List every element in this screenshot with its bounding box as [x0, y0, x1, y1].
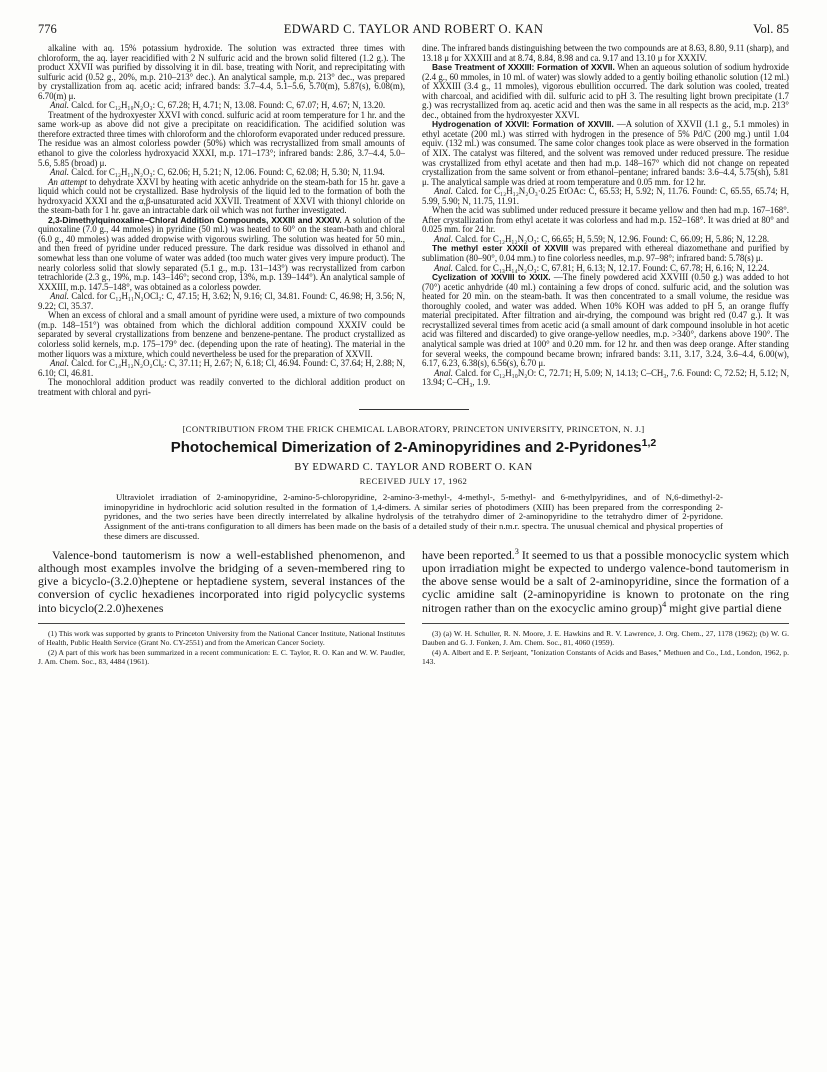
paragraph-text: Calcd. for C₁₂H₁₁N₂OCl₃: C, 47.15; H, 3.62; N, 9.16; Cl, 34.81. Found: C, 46.98; H, 3.56; N, 9.22; Cl, 35.37. — [38, 291, 405, 311]
experimental-paragraph — [422, 244, 789, 263]
contribution-line: [CONTRIBUTION FROM THE FRICK CHEMICAL LABORATORY, PRINCETON UNIVERSITY, PRINCETON, N. J.] — [182, 424, 645, 435]
abstract: Ultraviolet irradiation of 2-aminopyridine, 2-amino-5-chloropyridine, 2-amino-3-methyl-, 4-methyl-, 5-methyl- and 6-methylpyridines, and of N,6-dimethyl-2-iminopyridine in hydrochloric acid solution resulted in the formation of 1,4-dimers. A similar series of photodimers (XIII) has been prepared from the corresponding 2-pyridones, and the two series have been directly interrelated by alkaline hydrolysis of the tetrahydro dimer of 2-aminopyridine to the tetrahydro dimer of 2-pyridone. Assignment of the anti-trans configuration to all dimers has been made on the basis of a detailed study of their n.m.r. spectra. The unusual chemical and physical properties of these dimers are discussed. — [104, 492, 723, 541]
paragraph-heading: Base Treatment of XXXIII: Formation of XXVII. — [432, 62, 615, 73]
experimental-paragraph — [38, 359, 405, 378]
paragraph-text: —A solution of XXVII (1.1 g., 5.1 mmoles) in ethyl acetate (200 ml.) was stirred with hydrogen in the presence of 5% Pd/C (200 mg.) until 1.04 equiv. (132 ml.) was consumed. The same color changes took place as were observed in the formation of XIX. The catalyst was filtered, and the solvent was removed under reduced pressure. The residue was crystallized from ethyl acetate and then had m.p. 148–167° which did not change on repeated crystallization from the same solvent or from ethanol–pentane; infrared bands: 3.6–4.4, 5.75(sh), 5.81 μ. The analytical sample was dried at room temperature and 0.05 mm. for 12 hr. — [422, 119, 789, 187]
paragraph-text: dine. The infrared bands distinguishing between the two compounds are at 8.63, 8.80, 9.11 (sharp), and 13.18 μ for XXXIII and at 8.74, 8.84, 8.98 and ca. 9.17 and 13.10 μ for XXXIV. — [422, 43, 789, 63]
footnote: (4) A. Albert and E. P. Serjeant, "Ionization Constants of Acids and Bases," Methuen and Co., Ltd., London, 1962, p. 143. — [422, 647, 789, 667]
experimental-paragraph — [422, 273, 789, 368]
paragraph-text: Calcd. for C₁₂H₁₂N₂O₃: C, 66.65; H, 5.59; N, 12.96. Found: C, 66.09; H, 5.86; N, 12.28. — [455, 233, 770, 244]
introduction-right-column — [422, 549, 789, 667]
experimental-paragraph — [422, 369, 789, 388]
paragraph-lead: Anal. — [50, 167, 69, 178]
experimental-paragraph — [422, 206, 789, 235]
experimental-paragraph — [38, 292, 405, 311]
paragraph-lead: An attempt — [48, 176, 87, 187]
footnote-rule — [38, 623, 405, 624]
introduction-paragraph-continued — [422, 549, 789, 614]
section-divider — [359, 409, 469, 410]
experimental-paragraph — [38, 216, 405, 292]
paragraph-text: When an excess of chloral and a small amount of pyridine were used, a mixture of two compounds (m.p. 148–151°) was obtained from which the dichloral addition compound XXXIV could be separated by several crystallizations from benzene and benzene-pentane. The product crystallized as colorless solid kernels, m.p. 175–179° dec. (depending upon the rate of heating). The material in the mother liquors was a mixture, which could nevertheless be used for the preparation of XXVII. — [38, 310, 405, 359]
experimental-left-column — [38, 44, 405, 397]
experimental-paragraph — [38, 178, 405, 216]
paragraph-heading: Hydrogenation of XXVII: Formation of XXVIII. — [432, 119, 614, 130]
paragraph-lead: Anal. — [50, 291, 69, 302]
paragraph-text: When the acid was sublimed under reduced pressure it became yellow and then had m.p. 167–168°. After crystallization from ethyl acetate it was colorless and had m.p. 152–168°. It was dried at 80° and 0.025 mm. for 24 hr. — [422, 205, 789, 235]
paragraph-text: alkaline with aq. 15% potassium hydroxide. The solution was extracted three times with chloroform, the aq. layer reacidified with 2 N sulfuric acid and the brown solid filtered (1.2 g.). The product XXVII was purified by dissolving it in dil. base, treating with Norit, and reprecipitating with sulfuric acid (0.52 g., 20%, m.p. 210–213° dec.). An analytical sample, m.p. 213° dec., was prepared by crystallization from aq. acetic acid; infrared bands: 3.7–4.4, 5.1–5.6, 5.70(m), 5.87(s), 6.08(m), 6.70(m) μ. — [38, 43, 405, 101]
footnotes-right — [422, 629, 789, 667]
paragraph-lead: Anal. — [434, 233, 453, 244]
introduction-left-column — [38, 549, 405, 667]
footnote-rule — [422, 623, 789, 624]
experimental-paragraph — [422, 44, 789, 63]
paragraph-lead: Anal. — [50, 100, 69, 111]
experimental-paragraph — [38, 44, 405, 101]
experimental-paragraph — [422, 120, 789, 187]
experimental-paragraph — [422, 187, 789, 206]
paragraph-text: —The finely powdered acid XXVIII (0.50 g.) was added to hot (70°) acetic anhydride (40 ml.) containing a few drops of concd. sulfuric acid, and the solution was heated for 20 min. on the steam-bath. It was then concentrated to a small volume, the residue was thoroughly cooled, and water was added. When 10% KOH was added to pH 5, an orange fluffy material precipitated. After filtration and air-drying, the compound was bright red (0.47 g.). It was recrystallized several times from acetic acid (a small amount of dark compound insoluble in hot acetic acid was filtered and discarded) to give orange-yellow needles, m.p. >340°, darkens above 190°. The analytical sample was dried at 100° and 0.20 mm. for 12 hr. and then was deep orange. After standing for several weeks, the compound became brown; infrared bands: 3.11, 3.17, 3.24, 3.6–4.4, 6.00(w), 6.17, 6.23, 6.38(s), 6.56(s), 6.70 μ. — [422, 272, 790, 369]
paragraph-text: The monochloral addition product was readily converted to the dichloral addition product on treatment with chloral and pyri- — [38, 377, 405, 397]
intro-text-b: It seemed to us that a possible monocyclic system which upon irradiation might be expected to undergo valence-bond tautomerism in the above sense would be a salt of 2-aminopyridine, since the formation of a cyclic amidine salt (2-aminopyridine is known to protonate on the ring nitrogen rather than on the exocyclic amino group) — [422, 548, 790, 615]
introduction-section — [38, 549, 789, 667]
paragraph-text: Calcd. for C₁₂H₁₀N₂O: C, 72.71; H, 5.09; N, 14.13; C–CH₃, 7.6. Found: C, 72.52; H, 5.12; N, 13.94; C–CH₃, 1.9. — [422, 367, 790, 388]
paragraph-text: A solution of the quinoxaline (7.0 g., 44 mmoles) in pyridine (50 ml.) was heated to 60° on the steam-bath and chloral (6.0 g., 40 mmoles) was added dropwise with vigorous swirling. The solution was heated for 50 min., and then freed of pyridine under reduced pressure. The dark residue was dissolved in ethanol and somewhat less than one volume of water was added (too much water gives very impure product). The nearly colorless solid that slowly separated (5.1 g., m.p. 131–143°) was recrystallized from carbon tetrachloride (2.3 g., 19%, m.p. 143–146°; second crop, 13%, m.p. 139–144°). An analytical sample of XXXIII, m.p. 147.5–148°, was obtained as a colorless powder. — [38, 214, 405, 292]
experimental-right-column — [422, 44, 789, 397]
paragraph-text: Calcd. for C₁₂H₁₂N₂O₃·0.25 EtOAc: C, 65.53; H, 5.92; N, 11.76. Found: C, 65.55, 65.74; H, 5.99, 5.90; N, 11.75, 11.91. — [422, 186, 789, 206]
paragraph-heading: 2,3-Dimethylquinoxaline–Chloral Addition Compounds, XXXIII and XXXIV. — [48, 214, 342, 225]
paragraph-lead: Anal. — [434, 262, 453, 273]
ref-marker-4: 4 — [662, 599, 667, 609]
introduction-paragraph: Valence-bond tautomerism is now a well-established phenomenon, and although most examples involve the bridging of a seven-membered ring to give a bicyclo-(3.2.0)heptene or heptadiene system, several instances of the conversion of cyclic hexadienes incorporated into rigid polycyclic systems into bicyclo(2.2.0)hexenes — [38, 548, 405, 615]
paragraph-heading: The methyl ester XXXII of XXVIII — [432, 243, 569, 254]
page-number: 776 — [38, 22, 57, 36]
experimental-paragraph — [422, 63, 789, 120]
title-footnote-marker: 1,2 — [641, 437, 657, 450]
article-title — [38, 439, 789, 456]
running-title: EDWARD C. TAYLOR AND ROBERT O. KAN — [283, 22, 544, 36]
paragraph-lead: Anal. — [434, 186, 453, 197]
received-date: RECEIVED JULY 17, 1962 — [359, 476, 468, 487]
paragraph-text: Calcd. for C₁₂H₁₀N₂O₃: C, 67.28; H, 4.71; N, 13.08. Found: C, 67.07; H, 4.67; N, 13.20. — [71, 100, 386, 111]
paragraph-text: Treatment of the hydroxyester XXVI with concd. sulfuric acid at room temperature for 1 hr. and the same work-up as above did not give a precipitate on reacidification. The acidified solution was therefore extracted three times with chloroform and the chloroform evaporated under reduced pressure. The residue was an almost colorless powder (50%) which was recrystallized from small amounts of ethanol to give the colorless hydroxyacid XXXI, m.p. 171–173°; infrared bands: 2.86, 3.7–4.4, 5.0–5.6, 5.85 (broad) μ. — [38, 109, 405, 168]
paragraph-text: was prepared with ethereal diazomethane and purified by sublimation (80–90°, 0.04 mm.) to fine colorless needles, m.p. 97–98°; infrared band: 5.78(s) μ. — [422, 243, 789, 264]
experimental-section — [38, 44, 789, 397]
intro-text-c: might give partial diene — [666, 600, 782, 615]
footnote: (1) This work was supported by grants to Princeton University from the National Cancer Institute, National Institutes of Health, Public Health Service (Grant No. CY-2551) and from the American Cancer Society. — [38, 628, 405, 648]
volume-number: Vol. 85 — [753, 22, 789, 36]
article-title-text: Photochemical Dimerization of 2-Aminopyridines and 2-Pyridones — [170, 439, 642, 457]
experimental-paragraph — [38, 311, 405, 359]
paragraph-text: Calcd. for C₁₂H₁₂N₂O₃: C, 62.06; H, 5.21; N, 12.06. Found: C, 62.08; H, 5.30; N, 11.94. — [71, 167, 385, 178]
paragraph-lead: Anal. — [50, 358, 69, 369]
paragraph-text: Calcd. for C₁₃H₁₄N₂O₃: C, 67.81; H, 6.13; N, 12.17. Found: C, 67.78; H, 6.16; N, 12.24. — [455, 262, 770, 273]
running-header — [38, 22, 789, 44]
paragraph-text: When an aqueous solution of sodium hydroxide (2.4 g., 60 mmoles, in 10 ml. of water) was slowly added to a gently boiling ethanolic solution (12 ml.) of XXXIII (3.4 g., 11 mmoles), vigorous ebullition occurred. The dark solution was cooled, treated with charcoal, and acidified with dil. sulfuric acid to pH 3. The resulting light brown precipitate (1.7 g.) was recrystallized from aq. acetic acid and then was the same in all respects as the acid, m.p. 213° dec., obtained from the hydroxyester XXVI. — [422, 62, 789, 120]
footnote: (2) A part of this work has been summarized in a recent communication: E. C. Taylor, R. O. Kan and W. W. Paudler, J. Am. Chem. Soc., 83, 4484 (1961). — [38, 647, 405, 667]
paragraph-text: Calcd. for C₁₄H₁₂N₂O₂Cl₆: C, 37.11; H, 2.67; N, 6.18; Cl, 46.94. Found: C, 37.64; H, 2.88; N, 6.10; Cl, 46.81. — [38, 358, 406, 378]
intro-text-a: have been reported. — [422, 548, 515, 563]
author-byline: BY EDWARD C. TAYLOR AND ROBERT O. KAN — [294, 462, 533, 474]
experimental-paragraph — [38, 378, 405, 397]
footnotes-left — [38, 629, 405, 667]
footnote: (3) (a) W. H. Schuller, R. N. Moore, J. E. Hawkins and R. V. Lawrence, J. Org. Chem., 27, 1178 (1962); (b) W. G. Dauben and G. J. Fonken, J. Am. Chem. Soc., 81, 4060 (1959). — [422, 628, 789, 648]
paragraph-lead: Anal. — [434, 367, 453, 378]
paragraph-text: to dehydrate XXVI by heating with acetic anhydride on the steam-bath for 15 hr. gave a liquid which could not be crystallized. Base hydrolysis of the liquid led to the formation of both the hydroxyacid XXXI and the α,β-unsaturated acid XXVII. Treatment of XXVI with thionyl chloride on the steam-bath for 1 hr. gave an intractable dark oil which was not further investigated. — [38, 176, 406, 216]
ref-marker-3: 3 — [514, 547, 519, 557]
experimental-paragraph — [38, 111, 405, 168]
paragraph-heading: Cyclization of XXVIII to XXIX. — [432, 272, 551, 283]
